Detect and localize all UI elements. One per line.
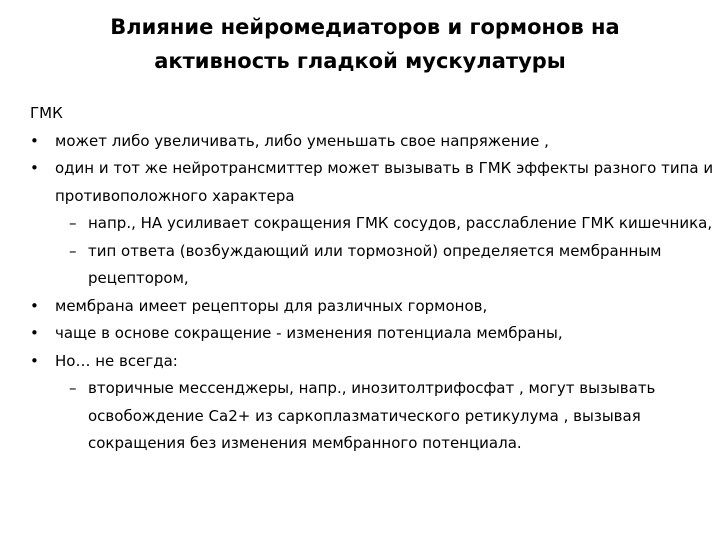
bullet-icon: • — [30, 351, 39, 370]
list-item — [30, 155, 720, 210]
title-line-1: Влияние нейромедиаторов и гормонов на — [110, 15, 620, 39]
list-item — [30, 293, 720, 321]
list-item-text: мембрана имеет рецепторы для различных гормонов, — [55, 296, 488, 315]
bullet-icon: • — [30, 159, 39, 177]
list-item-text: чаще в основе сокращение - изменения потенциала мембраны, — [55, 324, 563, 342]
bullet-list — [30, 128, 720, 458]
sub-list-item — [30, 238, 720, 293]
slide-title — [0, 10, 720, 78]
list-item-text: Но… не всегда: — [55, 351, 178, 370]
dash-icon: – — [69, 379, 77, 397]
sub-list-item-text: напр., НА усиливает сокращения ГМК сосудов, расслабление ГМК кишечника, — [88, 214, 713, 232]
bullet-icon: • — [30, 324, 39, 342]
list-item — [30, 348, 720, 376]
list-item — [30, 128, 720, 156]
sub-list-item-text: вторичные мессенджеры, напр., инозитолтрифосфат , могут вызывать освобождение Са2+ из саркоплазматического ретикулума , вызывая сокращения без изменения мембранного потенциала. — [88, 379, 656, 452]
dash-icon: – — [69, 241, 77, 260]
list-item — [30, 320, 720, 348]
list-item-text: может либо увеличивать, либо уменьшать свое напряжение , — [55, 131, 549, 150]
dash-icon: – — [69, 214, 77, 232]
list-item-text: один и тот же нейротрансмиттер может вызывать в ГМК эффекты разного типа и противоположного характера — [55, 159, 714, 205]
bullet-icon: • — [30, 131, 39, 150]
bullet-icon: • — [30, 296, 39, 315]
sub-list-item-text: тип ответа (возбуждающий или тормозной) определяется мембранным рецептором, — [88, 241, 662, 287]
slide-body — [30, 100, 720, 458]
title-line-2: активность гладкой мускулатуры — [154, 49, 566, 73]
lead-text: ГМК — [30, 104, 63, 122]
sub-list-item — [30, 375, 720, 458]
sub-list-item — [30, 210, 720, 238]
